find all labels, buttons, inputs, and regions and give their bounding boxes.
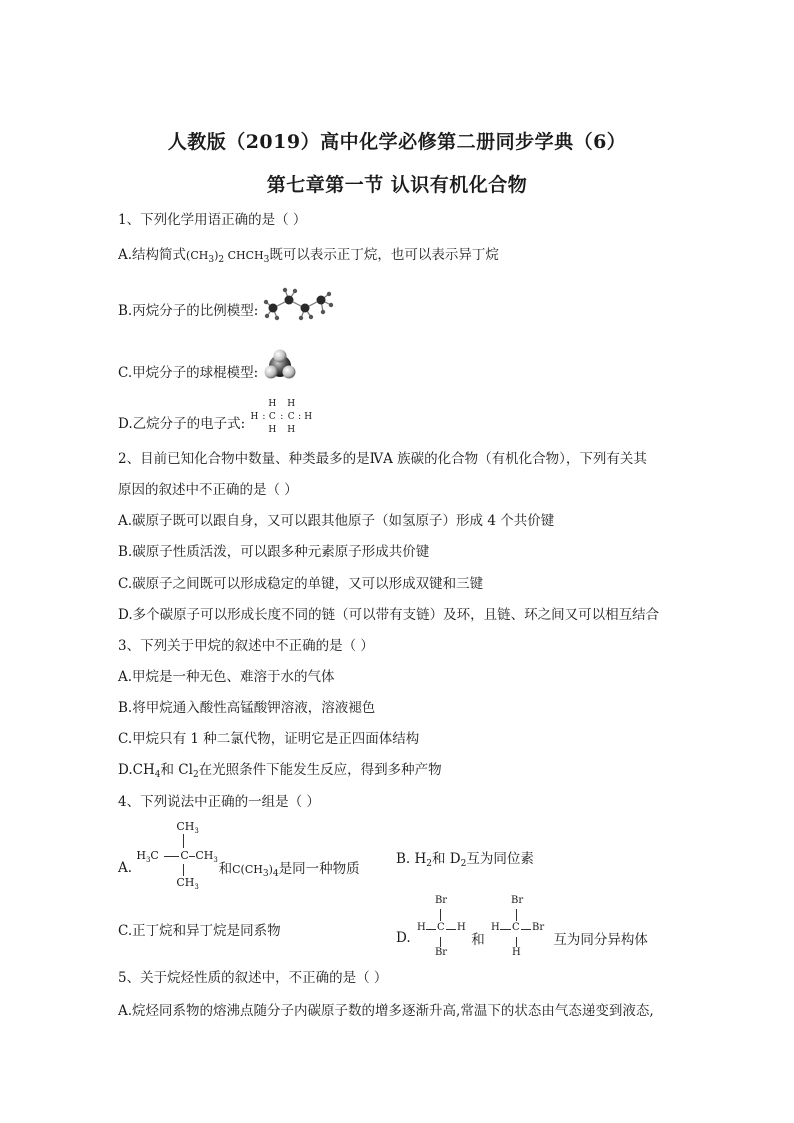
atom-h: H (416, 922, 426, 933)
atom-br: Br (532, 922, 545, 933)
atom-h: H (304, 412, 313, 422)
q4-a-formula-sub: 4 (272, 869, 279, 879)
ch-text: C (150, 849, 159, 862)
electron-formula-grid: H H H : C : C : H H H (250, 399, 313, 435)
q4-a-formula-part: C(CH (232, 863, 263, 876)
q1-a-formula-sub: 3 (263, 255, 270, 265)
q1-d-text: D.乙烷分子的电子式: (118, 415, 246, 432)
q4-b-sub: 2 (460, 859, 467, 869)
ch-text: H (136, 849, 146, 862)
q1-a-text: 既可以表示正丁烷，也可以表示异丁烷 (269, 247, 499, 263)
q5-option-a: A.烷烃同系物的熔沸点随分子内碳原子数的增多逐渐升高,常温下的状态由气态递变到液态, (118, 1003, 654, 1019)
q2-option-b: B.碳原子性质活泼，可以跟多种元素原子形成共价键 (118, 544, 430, 560)
q3-option-a: A.甲烷是一种无色、难溶于水的气体 (118, 669, 335, 685)
atom-c: C (287, 412, 295, 422)
q3-option-d (118, 758, 442, 780)
q4-d-label: D. (396, 930, 411, 946)
q4-a-formula (232, 863, 279, 879)
q1-option-b (118, 286, 337, 322)
q1-option-c (118, 348, 298, 384)
q3-option-b: B.将甲烷通入酸性高锰酸钾溶液，溶液褪色 (118, 700, 376, 716)
q3-d-sub: 4 (154, 770, 161, 780)
bond-line (516, 909, 517, 921)
ch-text: CH (195, 849, 214, 862)
atom-h: H (268, 425, 277, 435)
atom-c: C (436, 922, 445, 933)
q2-stem-line1: 2、目前已知化合物中数量、种类最多的是ⅣA 族碳的化合物（有机化合物），下列有关其 (118, 451, 647, 467)
q4-b-part: 和 D (432, 851, 461, 867)
q2-option-d: D.多个碳原子可以形成长度不同的链（可以带有支链）及环，且链、环之间又可以相互结合 (118, 607, 660, 623)
bond-line (183, 864, 184, 876)
q4-d-text: 互为同分异构体 (553, 932, 648, 948)
q2-option-c: C.碳原子之间既可以形成稳定的单键，又可以形成双键和三键 (118, 576, 484, 592)
atom-h: H (268, 399, 277, 409)
q5-stem: 5、关于烷烃性质的叙述中，不正确的是（ ） (118, 970, 388, 986)
q4-d-and: 和 (471, 932, 485, 948)
q1-a-formula-part: CHCH (224, 249, 264, 262)
methyl-right (195, 849, 217, 864)
q3-stem: 3、下列关于甲烷的叙述中不正确的是（ ） (118, 638, 374, 654)
q1-a-prefix: A.结构简式 (118, 247, 187, 263)
bond-line (164, 856, 179, 857)
atom-h: H (512, 947, 521, 958)
atom-h: H (287, 425, 296, 435)
q1-option-d (118, 398, 313, 438)
section-title: 第七章第一节 认识有机化合物 (266, 174, 528, 196)
bond-line (440, 909, 441, 921)
document-title: 人教版（2019）高中化学必修第二册同步学典（6） (167, 131, 627, 153)
atom-h: H (491, 922, 500, 933)
q1-a-formula-sub: 2 (218, 255, 225, 265)
neopentane-structure (136, 820, 218, 891)
q4-b-sub: 2 (426, 859, 433, 869)
q2-stem-line2: 原因的叙述中不正确的是（ ） (118, 482, 298, 498)
central-carbon: C (180, 849, 189, 862)
q3-option-c: C.甲烷只有 1 种二氯代物，证明它是正四面体结构 (118, 731, 420, 747)
q2-option-a: A.碳原子既可以跟自身，又可以跟其他原子（如氢原子）形成 4 个共价键 (118, 513, 555, 529)
q3-d-part: D.CH (118, 762, 155, 778)
methyl-left (136, 849, 158, 864)
q1-b-text: B.丙烷分子的比例模型: (118, 302, 259, 319)
q4-a-label: A. (118, 860, 133, 876)
q4-a-text: 是同一种物质 (278, 861, 360, 877)
bond-line (446, 929, 456, 930)
q4-option-d (396, 893, 648, 961)
methyl-bottom (176, 876, 198, 891)
dibromomethane-structure-1 (415, 893, 467, 957)
bond-line (426, 929, 436, 930)
q4-stem: 4、下列说法中正确的一组是（ ） (118, 794, 320, 810)
q4-b-part: B. H (396, 851, 427, 867)
q1-stem: 1、下列化学用语正确的是（ ） (118, 212, 307, 228)
ch-sub: 3 (194, 883, 199, 891)
q1-a-formula (186, 249, 270, 265)
methane-model-image (262, 348, 298, 384)
q3-d-part: 在光照条件下能发生反应，得到多种产物 (198, 762, 442, 778)
bond-line (183, 834, 184, 848)
propane-model-image (263, 286, 337, 322)
atom-c: C (268, 412, 276, 422)
methyl-top (176, 820, 198, 835)
bond-line (521, 929, 531, 930)
q1-a-formula-sub: 3 (208, 255, 215, 265)
ch-text: CH (176, 820, 195, 833)
q4-a-formula-sub: 3 (262, 869, 269, 879)
atom-br: Br (434, 947, 448, 958)
ethane-electron-formula (249, 398, 313, 437)
q3-d-part: 和 Cl (160, 762, 193, 778)
q3-d-sub: 2 (192, 770, 199, 780)
bond-line (500, 929, 511, 930)
q4-option-b (396, 847, 534, 869)
ch-sub: 3 (145, 856, 151, 864)
q1-option-a (118, 243, 499, 265)
atom-h: H (456, 922, 466, 933)
q1-a-formula-part: (CH (186, 249, 209, 262)
ch-text: CH (176, 876, 195, 889)
q4-option-a (118, 820, 360, 890)
q4-a-formula-part: ) (268, 863, 273, 876)
q4-option-c: C.正丁烷和异丁烷是同系物 (118, 923, 281, 939)
q4-a-and: 和 (218, 861, 233, 877)
q4-b-part: 互为同位素 (466, 851, 534, 867)
ch-sub: 3 (213, 856, 218, 864)
dibromomethane-structure-2 (489, 893, 549, 957)
atom-br: Br (434, 895, 448, 906)
q1-c-text: C.甲烷分子的球棍模型: (118, 364, 259, 381)
atom-br: Br (511, 895, 524, 906)
atom-h: H (287, 399, 296, 409)
ch-sub: 3 (194, 827, 199, 835)
bond-line (440, 937, 441, 947)
atom-h: H (250, 412, 259, 422)
q4-a-rest (219, 857, 360, 879)
atom-c: C (512, 922, 520, 933)
q1-a-formula-part: ) (214, 249, 219, 262)
bond-line (516, 937, 517, 947)
